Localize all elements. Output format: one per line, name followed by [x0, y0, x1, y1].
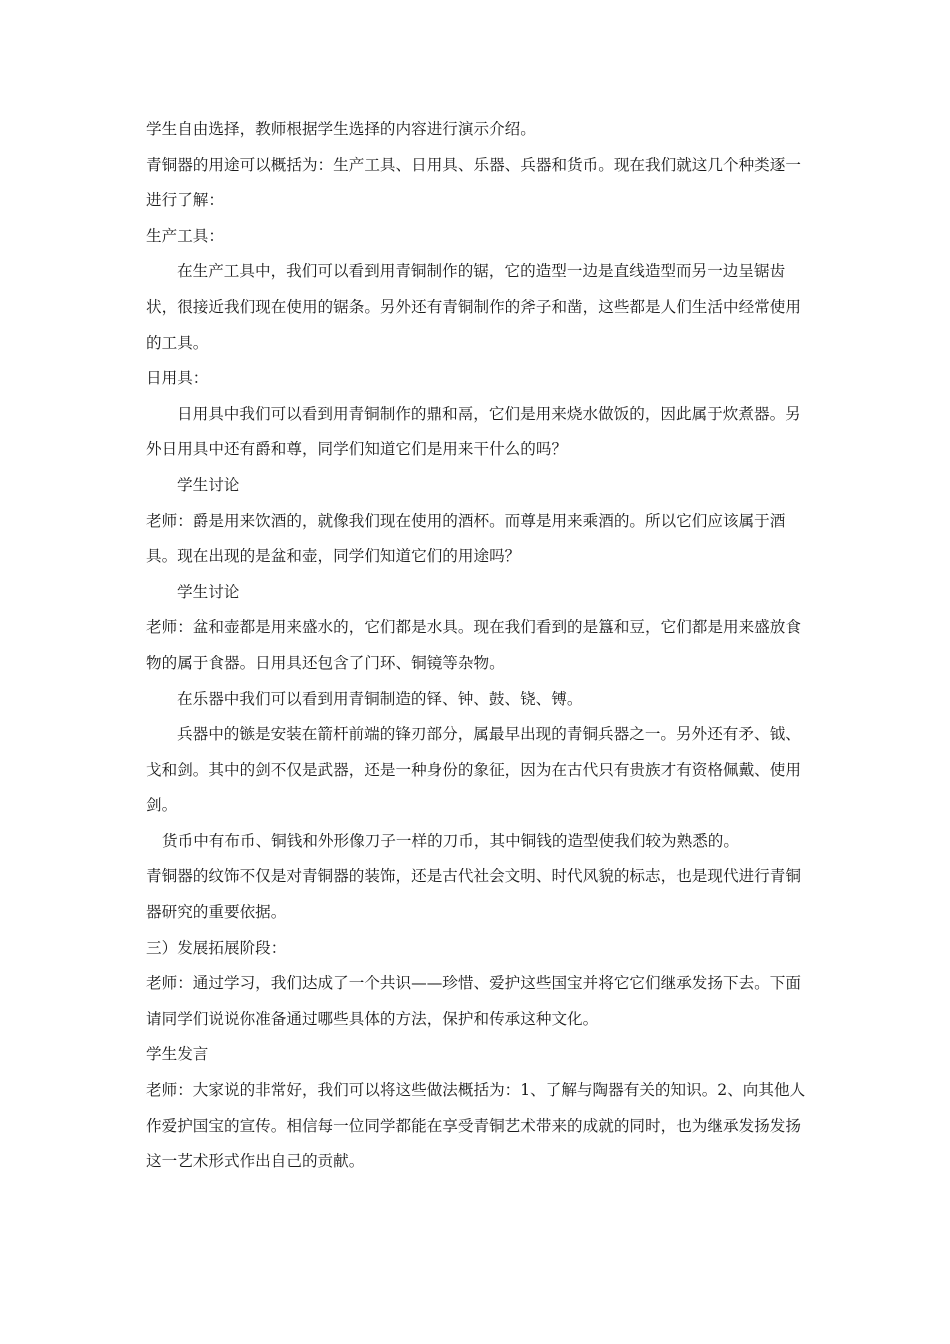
paragraph-production-tools: 在生产工具中，我们可以看到用青铜制作的锯，它的造型一边是直线造型而另一边呈锯齿状，很接近我们现在使用的锯条。另外还有青铜制作的斧子和凿，这些都是人们生活中经常使用的工具。 [146, 262, 801, 352]
heading-daily-utensils: 日用具： [146, 369, 209, 388]
document-body [146, 112, 816, 1180]
paragraph-teacher-summary: 老师：大家说的非常好，我们可以将这些做法概括为：1、了解与陶器有关的知识。2、向其他人作爱护国宝的宣传。相信每一位同学都能在享受青铜艺术带来的成就的同时，也为继承发扬发扬这一艺术形式作出自己的贡献。 [146, 1081, 806, 1171]
paragraph-decoration: 青铜器的纹饰不仅是对青铜器的装饰，还是古代社会文明、时代风貌的标志，也是现代进行青铜器研究的重要依据。 [146, 867, 801, 922]
heading-development-stage: 三）发展拓展阶段： [146, 938, 287, 957]
paragraph-student-discussion-1: 学生讨论 [177, 475, 240, 494]
paragraph-intro: 学生自由选择，教师根据学生选择的内容进行演示介绍。 [146, 120, 536, 138]
paragraph-teacher-water-vessels: 老师：盆和壶都是用来盛水的，它们都是水具。现在我们看到的是簋和豆，它们都是用来盛放食物的属于食器。日用具还包含了门环、铜镜等杂物。 [146, 618, 801, 672]
heading-production-tools: 生产工具： [146, 226, 224, 245]
paragraph-teacher-consensus: 老师：通过学习，我们达成了一个共识——珍惜、爱护这些国宝并将它它们继承发扬下去。下面请同学们说说你准备通过哪些具体的方法，保护和传承这种文化。 [146, 974, 801, 1028]
paragraph-bronze-uses: 青铜器的用途可以概括为：生产工具、日用具、乐器、兵器和货币。现在我们就这几个种类逐一进行了解： [146, 155, 801, 210]
paragraph-weapons: 兵器中的镞是安装在箭杆前端的锋刃部分，属最早出现的青铜兵器之一。另外还有矛、钺、戈和剑。其中的剑不仅是武器，还是一种身份的象征，因为在古代只有贵族才有资格佩戴、使用剑。 [146, 725, 801, 815]
paragraph-daily-utensils: 日用具中我们可以看到用青铜制作的鼎和鬲，它们是用来烧水做饭的，因此属于炊煮器。另外日用具中还有爵和尊，同学们知道它们是用来干什么的吗？ [146, 404, 801, 459]
paragraph-instruments: 在乐器中我们可以看到用青铜制造的铎、钟、鼓、铙、镈。 [177, 689, 583, 708]
paragraph-currency: 货币中有布币、铜钱和外形像刀子一样的刀币，其中铜钱的造型使我们较为熟悉的。 [162, 831, 739, 850]
paragraph-student-speech: 学生发言 [146, 1045, 209, 1064]
paragraph-teacher-wine-vessels: 老师：爵是用来饮酒的，就像我们现在使用的酒杯。而尊是用来乘酒的。所以它们应该属于酒具。现在出现的是盆和壶，同学们知道它们的用途吗？ [146, 511, 786, 566]
paragraph-student-discussion-2: 学生讨论 [177, 582, 240, 601]
